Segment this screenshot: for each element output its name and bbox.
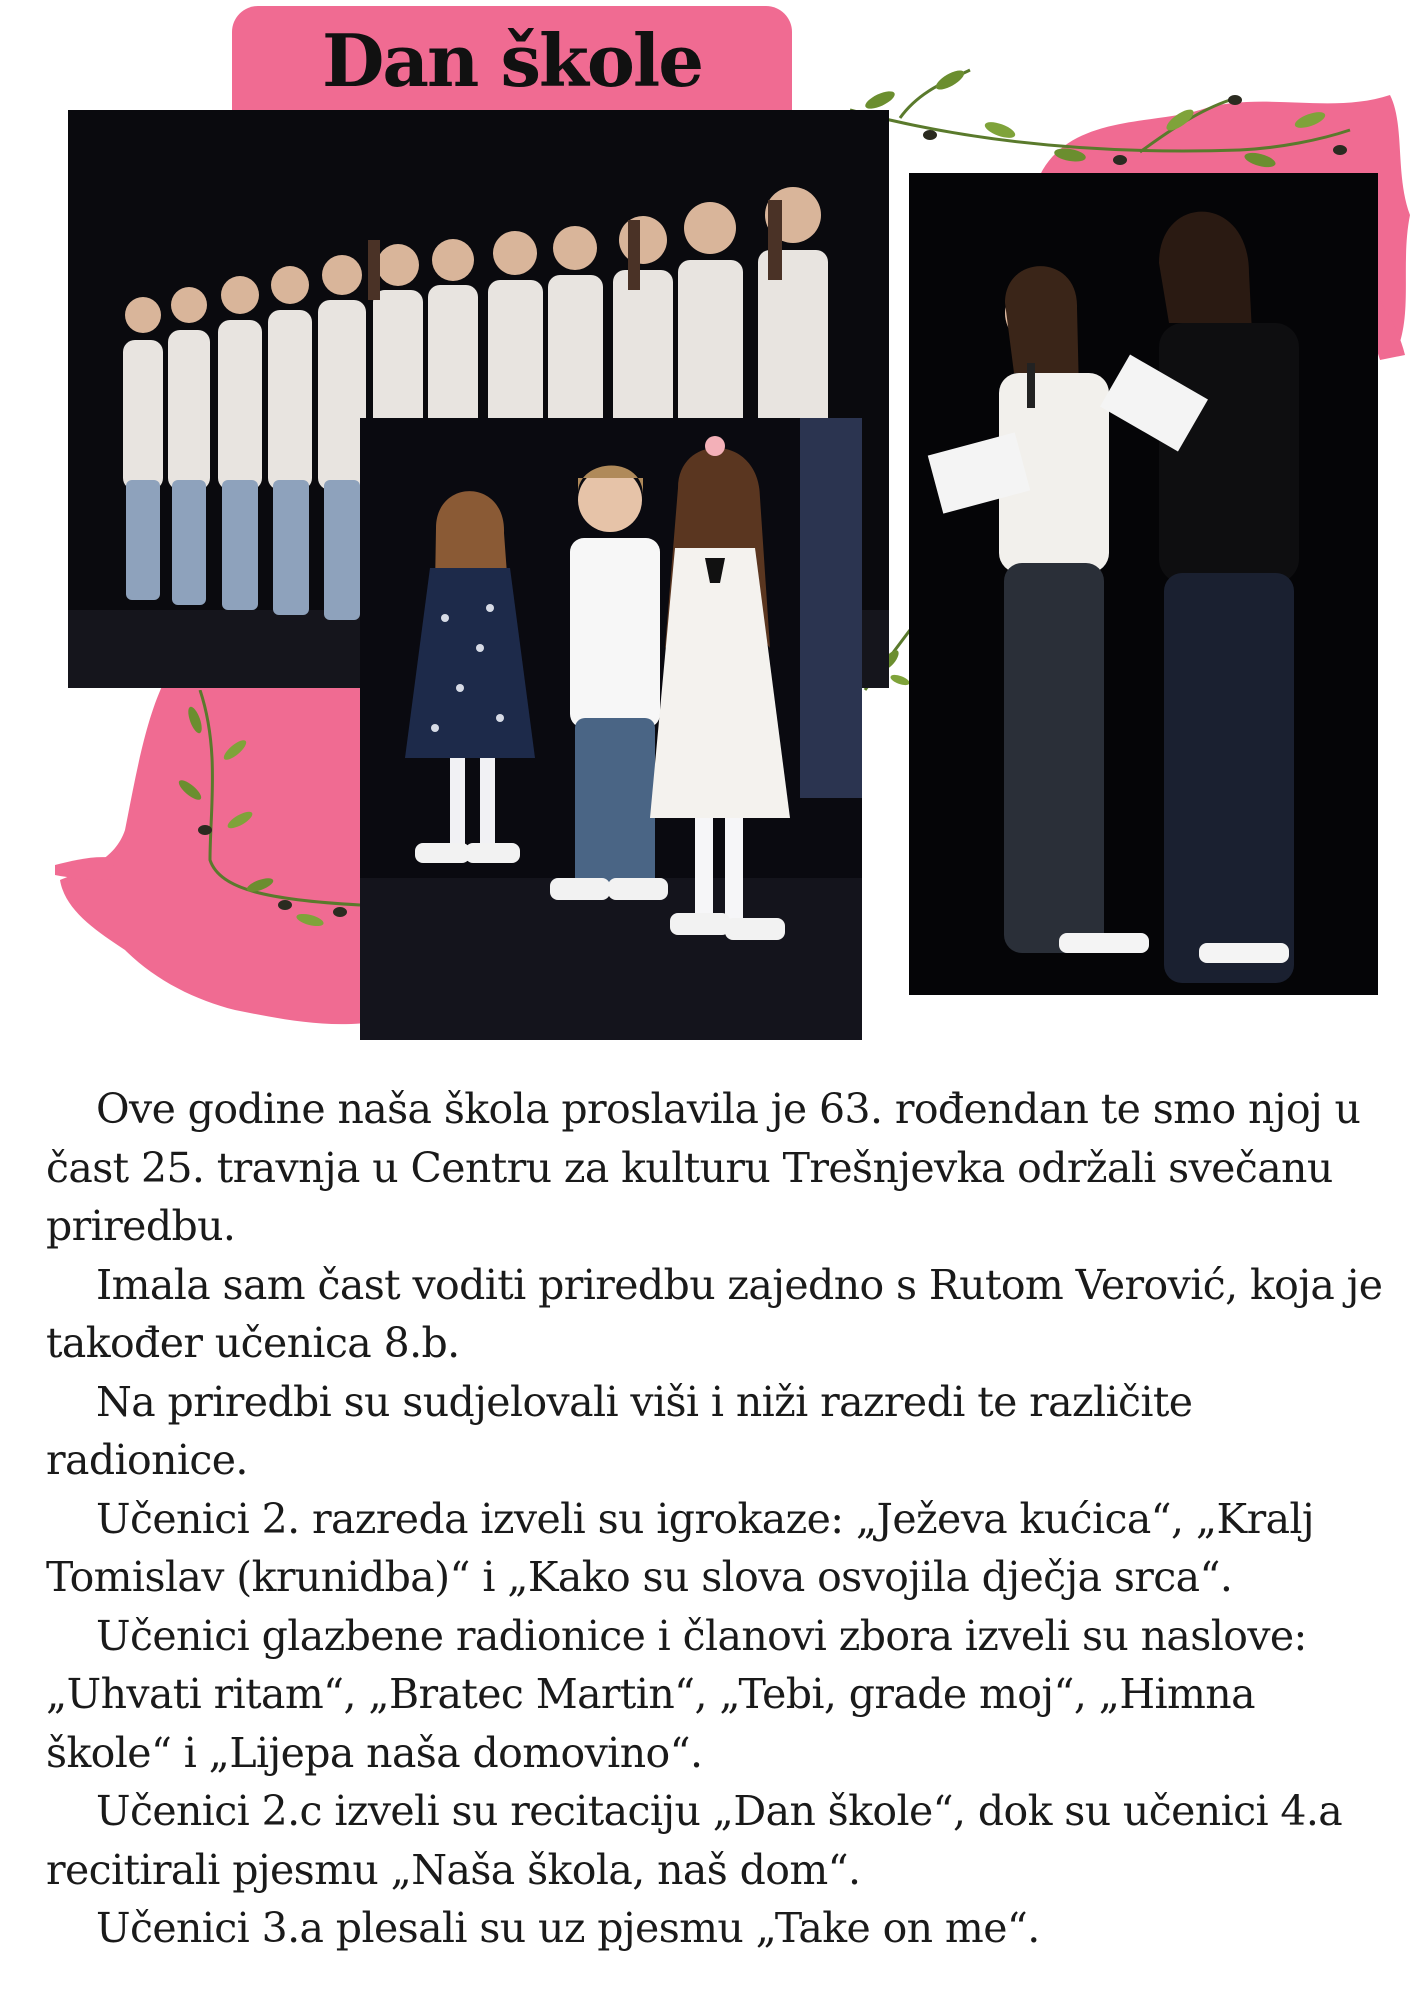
olive-branch-top-right [840,60,1360,180]
article-paragraph: Imala sam čast voditi priredbu zajedno s Rutom Verović, koja je također učenica 8.b. [46,1260,1383,1367]
hosts-photo [909,173,1378,995]
article-paragraph: Učenici glazbene radionice i članovi zbora izveli su naslove: „Uhvati ritam“, „Bratec Martin“, „Tebi, grade moj“, „Himna škole“ i „Lijepa naša domovino“. [46,1611,1307,1777]
olive-branch-bottom-left [140,690,370,950]
article-paragraph: Na priredbi su sudjelovali viši i niži razredi te različite radionice. [46,1377,1193,1484]
article-body [46,1080,1386,1958]
page-title: Dan škole [321,18,703,103]
three-children-photo [360,418,862,1040]
article-paragraph: Učenici 2.c izveli su recitaciju „Dan škole“, dok su učenici 4.a recitirali pjesmu „Naša škola, naš dom“. [46,1787,1343,1894]
article-paragraph: Učenici 3.a plesali su uz pjesmu „Take on me“. [96,1904,1040,1952]
article-paragraph: Ove godine naša škola proslavila je 63. rođendan te smo njoj u čast 25. travnja u Centru za kulturu Trešnjevka održali svečanu priredbu. [46,1085,1361,1250]
article-paragraph: Učenici 2. razreda izveli su igrokaze: „Ježeva kućica“, „Kralj Tomislav (krunidba)“ i „Kako su slova osvojila dječja srca“. [46,1494,1315,1601]
